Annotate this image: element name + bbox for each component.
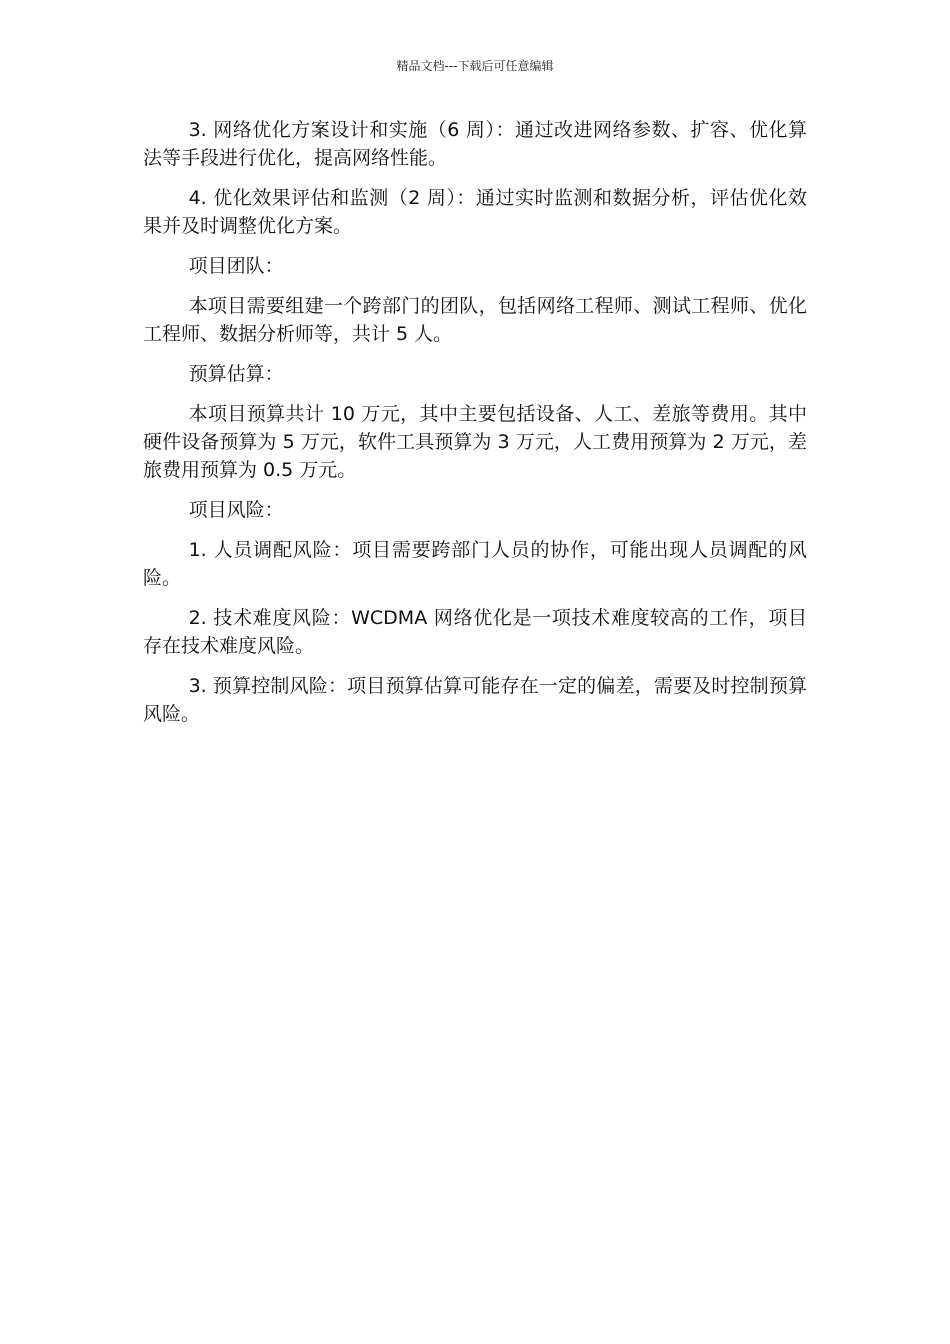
- section-heading-risk: 项目风险：: [188, 499, 284, 521]
- paragraph-team: 本项目需要组建一个跨部门的团队，包括网络工程师、测试工程师、优化工程师、数据分析师等，共计 5 人。: [143, 295, 807, 345]
- section-heading-budget: 预算估算：: [188, 363, 284, 385]
- document-body: [143, 116, 807, 740]
- paragraph-risk-1: 1. 人员调配风险：项目需要跨部门人员的协作，可能出现人员调配的风险。: [143, 539, 807, 589]
- paragraph-phase-4: 4. 优化效果评估和监测（2 周）：通过实时监测和数据分析，评估优化效果并及时调整优化方案。: [143, 187, 807, 237]
- section-heading-team: 项目团队：: [188, 255, 284, 277]
- paragraph-phase-3: 3. 网络优化方案设计和实施（6 周）：通过改进网络参数、扩容、优化算法等手段进行优化，提高网络性能。: [143, 119, 807, 169]
- page-header: 精品文档---下载后可任意编辑: [396, 59, 554, 73]
- paragraph-risk-3: 3. 预算控制风险：项目预算估算可能存在一定的偏差，需要及时控制预算风险。: [143, 675, 807, 725]
- paragraph-risk-2: 2. 技术难度风险：WCDMA 网络优化是一项技术难度较高的工作，项目存在技术难度风险。: [143, 607, 807, 657]
- paragraph-budget: 本项目预算共计 10 万元，其中主要包括设备、人工、差旅等费用。其中硬件设备预算为 5 万元，软件工具预算为 3 万元，人工费用预算为 2 万元，差旅费用预算为 0.5 万元。: [143, 403, 807, 481]
